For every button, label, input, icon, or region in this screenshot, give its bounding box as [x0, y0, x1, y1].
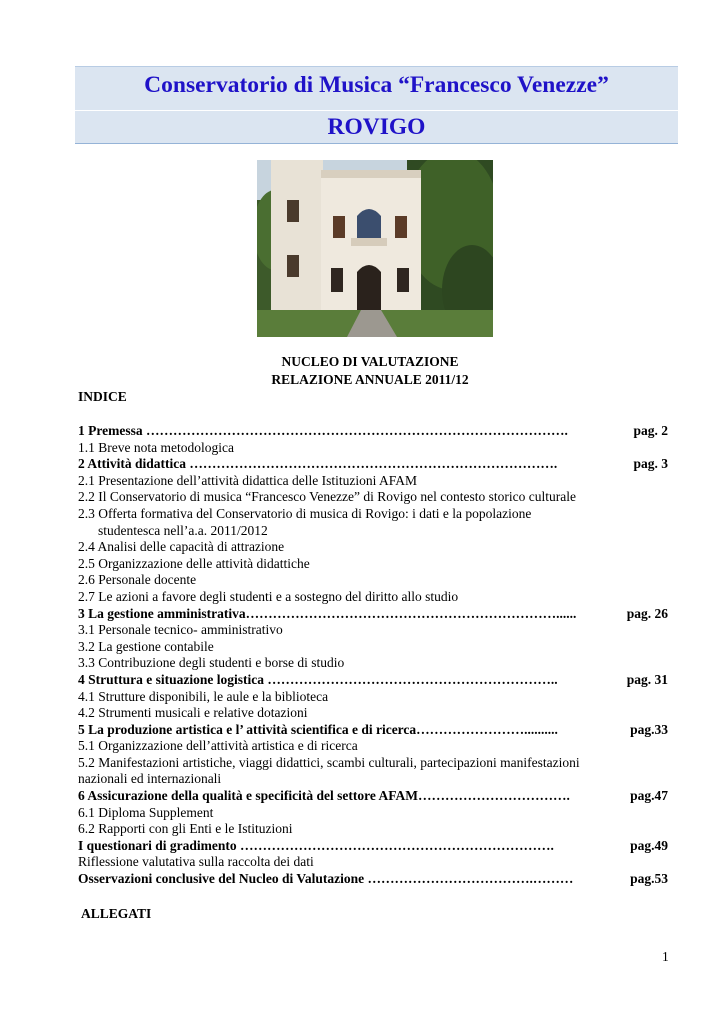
toc-entry-text: 2.4 Analisi delle capacità di attrazione — [78, 539, 285, 555]
toc-section — [78, 871, 668, 888]
toc-entry-text: 2 Attività didattica ………………………………………………………………………. — [78, 456, 558, 472]
toc-entry-text: 6 Assicurazione della qualità e specificità del settore AFAM……………………………. — [78, 788, 570, 804]
toc-entry-text: 4.1 Strutture disponibili, le aule e la biblioteca — [78, 688, 329, 704]
toc-subsection — [78, 589, 668, 606]
toc-entry-text: 3 La gestione amministrativa……………………………………………………………...... — [78, 605, 577, 621]
toc-subsection — [78, 689, 668, 706]
toc-subsection — [78, 805, 668, 822]
toc-entry-text: 6.2 Rapporti con gli Enti e le Istituzioni — [78, 821, 293, 837]
toc-entry-text: 6.1 Diploma Supplement — [78, 804, 214, 820]
index-heading: INDICE — [78, 389, 127, 404]
toc-subsection — [78, 523, 668, 540]
toc-subsection — [78, 556, 668, 573]
toc-subsection — [78, 755, 668, 772]
toc-section — [78, 788, 668, 805]
committee-title: NUCLEO DI VALUTAZIONE — [281, 354, 459, 369]
toc-entry-text: studentesca nell’a.a. 2011/2012 — [98, 522, 268, 538]
toc-page-ref: pag.47 — [630, 788, 668, 804]
table-of-contents — [78, 423, 668, 888]
toc-page-ref: pag. 3 — [633, 456, 668, 472]
toc-entry-text: nazionali ed internazionali — [78, 771, 222, 787]
building-illustration — [257, 160, 493, 337]
toc-subsection — [78, 738, 668, 755]
toc-subsection — [78, 655, 668, 672]
attachments-heading: ALLEGATI — [81, 906, 152, 921]
toc-entry-text: Riflessione valutativa sulla raccolta dei dati — [78, 854, 314, 870]
toc-entry-text: 3.3 Contribuzione degli studenti e borse di studio — [78, 655, 345, 671]
banner-divider — [75, 110, 678, 111]
school-name: Conservatorio di Musica “Francesco Venezze” — [144, 72, 609, 98]
toc-subsection — [78, 572, 668, 589]
toc-subsection — [78, 489, 668, 506]
toc-subsection — [78, 473, 668, 490]
toc-entry-text: 2.7 Le azioni a favore degli studenti e a sostegno del diritto allo studio — [78, 588, 459, 604]
toc-entry-text: I questionari di gradimento ……………………………………………………………. — [78, 837, 554, 853]
toc-section — [78, 606, 668, 623]
toc-section — [78, 672, 668, 689]
toc-page-ref: pag.49 — [630, 837, 668, 853]
toc-page-ref: pag.53 — [630, 871, 668, 887]
report-title: RELAZIONE ANNUALE 2011/12 — [271, 372, 469, 387]
toc-section — [78, 456, 668, 473]
toc-page-ref: pag. 31 — [626, 671, 668, 687]
toc-subsection — [78, 622, 668, 639]
toc-subsection — [78, 506, 668, 523]
toc-entry-text: 2.5 Organizzazione delle attività didattiche — [78, 555, 310, 571]
toc-page-ref: pag.33 — [630, 721, 668, 737]
toc-section — [78, 722, 668, 739]
toc-entry-text: 5.1 Organizzazione dell’attività artistica e di ricerca — [78, 738, 358, 754]
toc-entry-text: 3.1 Personale tecnico- amministrativo — [78, 622, 283, 638]
title-banner — [75, 66, 678, 144]
toc-subsection — [78, 539, 668, 556]
city-name: ROVIGO — [327, 114, 426, 140]
toc-entry-text: Osservazioni conclusive del Nucleo di Valutazione ……………………………….……… — [78, 871, 574, 887]
toc-subsection — [78, 639, 668, 656]
toc-page-ref: pag. 2 — [633, 423, 668, 438]
toc-section — [78, 838, 668, 855]
toc-subsection — [78, 440, 668, 457]
building-photo — [257, 160, 493, 337]
page-number: 1 — [662, 949, 669, 964]
toc-subsection — [78, 705, 668, 722]
toc-page-ref: pag. 26 — [626, 605, 668, 621]
toc-entry-text: 4 Struttura e situazione logistica ……………………………………………………….. — [78, 671, 558, 687]
toc-entry-text: 2.3 Offerta formativa del Conservatorio di musica di Rovigo: i dati e la popolazione — [78, 505, 532, 521]
toc-entry-text: 1.1 Breve nota metodologica — [78, 439, 234, 455]
toc-entry-text: 3.2 La gestione contabile — [78, 638, 214, 654]
toc-section — [78, 423, 668, 440]
toc-entry-text: 5 La produzione artistica e l’ attività scientifica e di ricerca…………………….......... — [78, 721, 558, 737]
toc-entry-text: 5.2 Manifestazioni artistiche, viaggi didattici, scambi culturali, partecipazioni manifestazioni — [78, 754, 580, 770]
toc-subsection — [78, 821, 668, 838]
toc-subsection — [78, 771, 668, 788]
toc-entry-text: 2.2 Il Conservatorio di musica “Francesco Venezze” di Rovigo nel contesto storico culturale — [78, 489, 576, 505]
toc-entry-text: 2.1 Presentazione dell’attività didattica delle Istituzioni AFAM — [78, 472, 418, 488]
toc-entry-text: 2.6 Personale docente — [78, 572, 197, 588]
toc-subsection — [78, 854, 668, 871]
toc-entry-text: 4.2 Strumenti musicali e relative dotazioni — [78, 705, 308, 721]
toc-entry-text: 1 Premessa …………………………………………………………………………………. — [78, 423, 568, 438]
